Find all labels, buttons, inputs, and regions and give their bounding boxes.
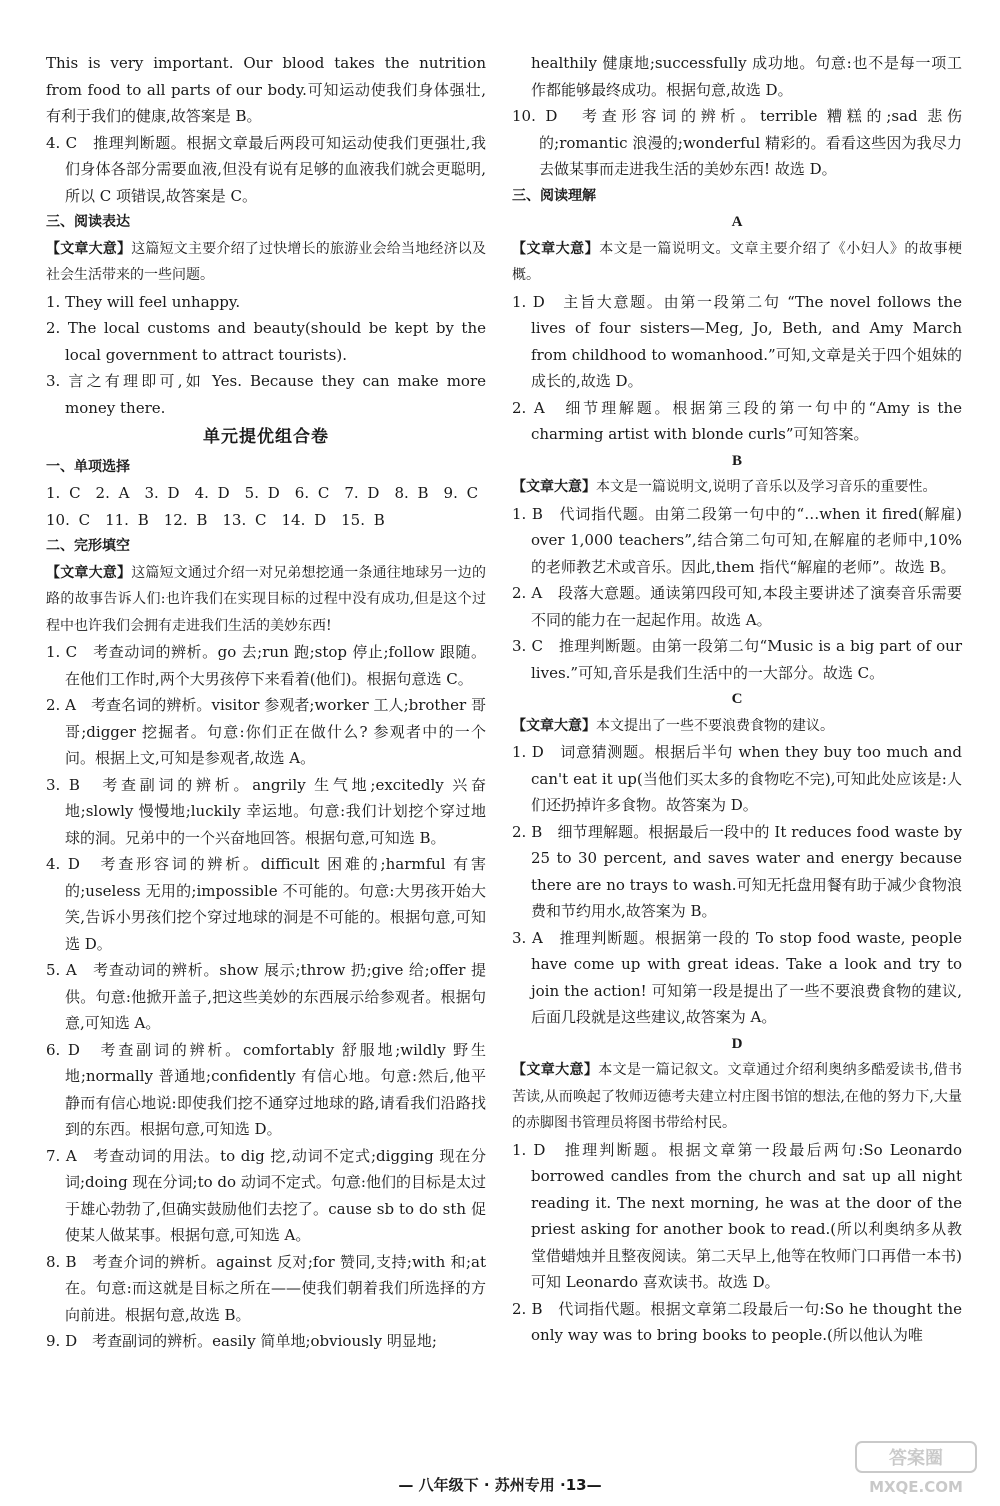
summary-paragraph [512, 713, 962, 740]
answer-row: 1. C 2. A 3. D 4. D 5. D 6. C 7. D 8. B 9. C [46, 484, 479, 502]
summary-text: 这篇短文主要介绍了过快增长的旅游业会给当地经济以及社会生活带来的一些问题。 [46, 240, 487, 283]
answer-item: 5. A 考查动词的辨析。show 展示;throw 扔;give 给;offer 提供。句意:他掀开盖子,把这些美妙的东西展示给参观者。根据句意,可知选 A。 [46, 961, 486, 1032]
summary-tag: 【文章大意】 [512, 717, 596, 734]
answer-item: 7. A 考查动词的用法。to dig 挖,动词不定式;digging 现在分词;doing 现在分词;to do 动词不定式。句意:他们的目标是太过于雄心勃勃了,但确实鼓励他们去挖了。cause sb to do sth 促使某人做某事。根据句意,可知选 A。 [46, 1146, 486, 1244]
right-column [512, 50, 962, 1349]
section-heading-single-choice: 一、单项选择 [46, 458, 130, 475]
summary-tag: 【文章大意】 [512, 1062, 599, 1078]
answer-4: 4. C 推理判断题。根据文章最后两段可知运动使我们更强壮,我们身体各部分需要血液,但没有说有足够的血液我们就会更聪明,所以 C 项错误,故答案是 C。 [46, 133, 486, 205]
watermark-text: MXQE.COM [869, 1478, 963, 1496]
passage-letter: C [731, 691, 743, 707]
answer-item: 2. The local customs and beauty(should be kept by the local government to attract tourists). [46, 319, 486, 364]
prev-answer-tail: This is very important. Our blood takes the nutrition from food to all parts of our body.可知运动使我们身体强壮,有利于我们的健康,故答案是 B。 [46, 54, 486, 125]
answer-item: 1. C 考查动词的辨析。go 去;run 跑;stop 停止;follow 跟随。在他们工作时,两个大男孩停下来看着(他们)。根据句意选 C。 [46, 643, 486, 688]
answer-item: 1. B 代词指代题。由第二段第一句中的“…when it fired(解雇) over 1,000 teachers”,结合第二句可知,在解雇的老师中,10%的老师教艺术或音乐。因此,them 指代“解雇的老师”。故选 B。 [512, 504, 962, 576]
summary-tag: 【文章大意】 [512, 479, 596, 495]
answer-item: 8. B 考查介词的辨析。against 反对;for 赞同,支持;with 和;at 在。句意:而这就是目标之所在——使我们朝着我们所选择的方向前进。根据句意,故选 B。 [46, 1252, 486, 1324]
answer-item: 6. D 考查副词的辨析。comfortably 舒服地;wildly 野生地;normally 普通地;confidently 有信心地。句意:然后,他平静而有信心地说:即使我们挖不通穿过地球的路,请看我们沿路找到的东西。根据句意,可知选 D。 [46, 1040, 486, 1138]
section-heading-reading-expression: 三、阅读表达 [46, 214, 130, 230]
answer-item: 3. 言之有理即可,如 Yes. Because they can make more money there. [46, 372, 486, 417]
answer-item: 3. B 考查副词的辨析。angrily 生气地;excitedly 兴奋地;slowly 慢慢地;luckily 幸运地。句意:我们计划挖个穿过地球的洞。兄弟中的一个兴奋地回答。根据句意,可知选 B。 [46, 775, 486, 847]
summary-paragraph [512, 236, 962, 289]
summary-paragraph [512, 474, 962, 501]
answer-item: 3. A 推理判断题。根据第一段的 To stop food waste, people have come up with great ideas. Take a look and try to join the action! 可知第一段是提出了一些不要浪费食物的建议,后面几段就是这些建议,故答案为 A。 [512, 928, 962, 1026]
summary-tag: 【文章大意】 [46, 564, 132, 581]
passage-letter: B [731, 452, 742, 469]
summary-paragraph [512, 1057, 962, 1137]
answer-item: 1. D 主旨大意题。由第一段第二句 “The novel follows the lives of four sisters—Meg, Jo, Beth, and Amy March from childhood to womanhood.”可知,文章是关于四个姐妹的成长的,故选 D。 [512, 292, 962, 390]
answer-item: 2. A 段落大意题。通读第四段可知,本段主要讲述了演奏音乐需要不同的能力在一起起作用。故选 A。 [512, 584, 962, 629]
answer-item: 2. B 细节理解题。根据最后一段中的 It reduces food waste by 25 to 30 percent, and saves water and energy because there are no trays to wash.可知无托盘用餐有助于减少食物浪费和节约用水,故答案为 B。 [512, 822, 962, 920]
summary-paragraph [46, 236, 486, 289]
summary-text: 本文提出了一些不要浪费食物的建议。 [596, 717, 834, 734]
left-column [46, 50, 486, 1355]
summary-text: 本文是一篇说明文,说明了音乐以及学习音乐的重要性。 [596, 479, 937, 495]
answer-item: 2. A 考查名词的辨析。visitor 参观者;worker 工人;brother 哥哥;digger 挖掘者。句意:你们正在做什么? 参观者中的一个问。根据上文,可知是参观者,故选 A。 [46, 696, 486, 767]
section-heading-cloze: 二、完形填空 [46, 538, 130, 554]
summary-paragraph [46, 560, 486, 640]
answer-item: 1. D 词意猜测题。根据后半句 when they buy too much and can't eat it up(当他们买太多的食物吃不完),可知此处应该是:人们还扔掉许多食物。故答案为 D。 [512, 743, 962, 814]
summary-tag: 【文章大意】 [512, 240, 600, 257]
answer-item: 2. B 代词指代题。根据文章第二段最后一句:So he thought the only way was to bring books to people.(所以他认为唯 [512, 1299, 962, 1344]
svg-text:答案圈: 答案圈 [889, 1448, 943, 1469]
passage-letter: A [731, 214, 743, 230]
answer-item: 9. D 考查副词的辨析。easily 简单地;obviously 明显地; [46, 1332, 437, 1350]
answer-10: 10. D 考查形容词的辨析。terrible 糟糕的;sad 悲伤的;romantic 浪漫的;wonderful 精彩的。看看这些因为我尽力去做某事而走进我生活的美妙东西! 故选 D。 [512, 107, 962, 178]
summary-text: 这篇短文通过介绍一对兄弟想挖通一条通往地球另一边的路的故事告诉人们:也许我们在实现目标的过程中没有成功,但是这个过程中也许我们会拥有走进我们生活的美妙东西! [46, 564, 487, 634]
page-footer: — 八年级下 · 苏州专用 ·13— [398, 1476, 602, 1494]
summary-tag: 【文章大意】 [46, 240, 132, 257]
answer-item: 3. C 推理判断题。由第一段第二句“Music is a big part of our lives.”可知,音乐是我们生活中的一大部分。故选 C。 [512, 637, 962, 682]
summary-text: 本文是一篇记叙文。文章通过介绍利奥纳多酷爱读书,借书苦读,从而唤起了牧师迈德考夫建立村庄图书馆的想法,在他的努力下,大量的赤脚图书管理员将图书带给村民。 [512, 1062, 963, 1131]
answer-item: 1. D 推理判断题。根据文章第一段最后两句:So Leonardo borrowed candles from the church and sat up all night reading it. The next morning, he was at the door of the priest asking for another book to read.(所以利奥纳多从教堂借蜡烛并且整夜阅读。第二天早上,他等在牧师门口再借一本书)可知 Leonardo 喜欢读书。故选 D。 [512, 1140, 962, 1291]
answer-9-tail: healthily 健康地;successfully 成功地。句意:也不是每一项工作都能够最终成功。根据句意,故选 D。 [531, 54, 962, 99]
answer-item: 2. A 细节理解题。根据第三段的第一句中的“Amy is the charming artist with blonde curls”可知答案。 [512, 398, 962, 443]
answer-watermark-icon [846, 1440, 986, 1498]
summary-text: 本文是一篇说明文。文章主要介绍了《小妇人》的故事梗概。 [512, 240, 963, 283]
answer-row: 10. C 11. B 12. B 13. C 14. D 15. B [46, 510, 385, 529]
answer-item: 1. They will feel unhappy. [46, 292, 241, 311]
passage-letter: D [731, 1035, 743, 1052]
unit-title: 单元提优组合卷 [203, 427, 329, 447]
answer-item: 4. D 考查形容词的辨析。difficult 困难的;harmful 有害的;useless 无用的;impossible 不可能的。句意:大男孩开始大笑,告诉小男孩们挖个穿过地球的洞是不可能的。根据句意,可知选 D。 [46, 855, 486, 953]
section-heading-reading-comprehension: 三、阅读理解 [512, 187, 596, 204]
